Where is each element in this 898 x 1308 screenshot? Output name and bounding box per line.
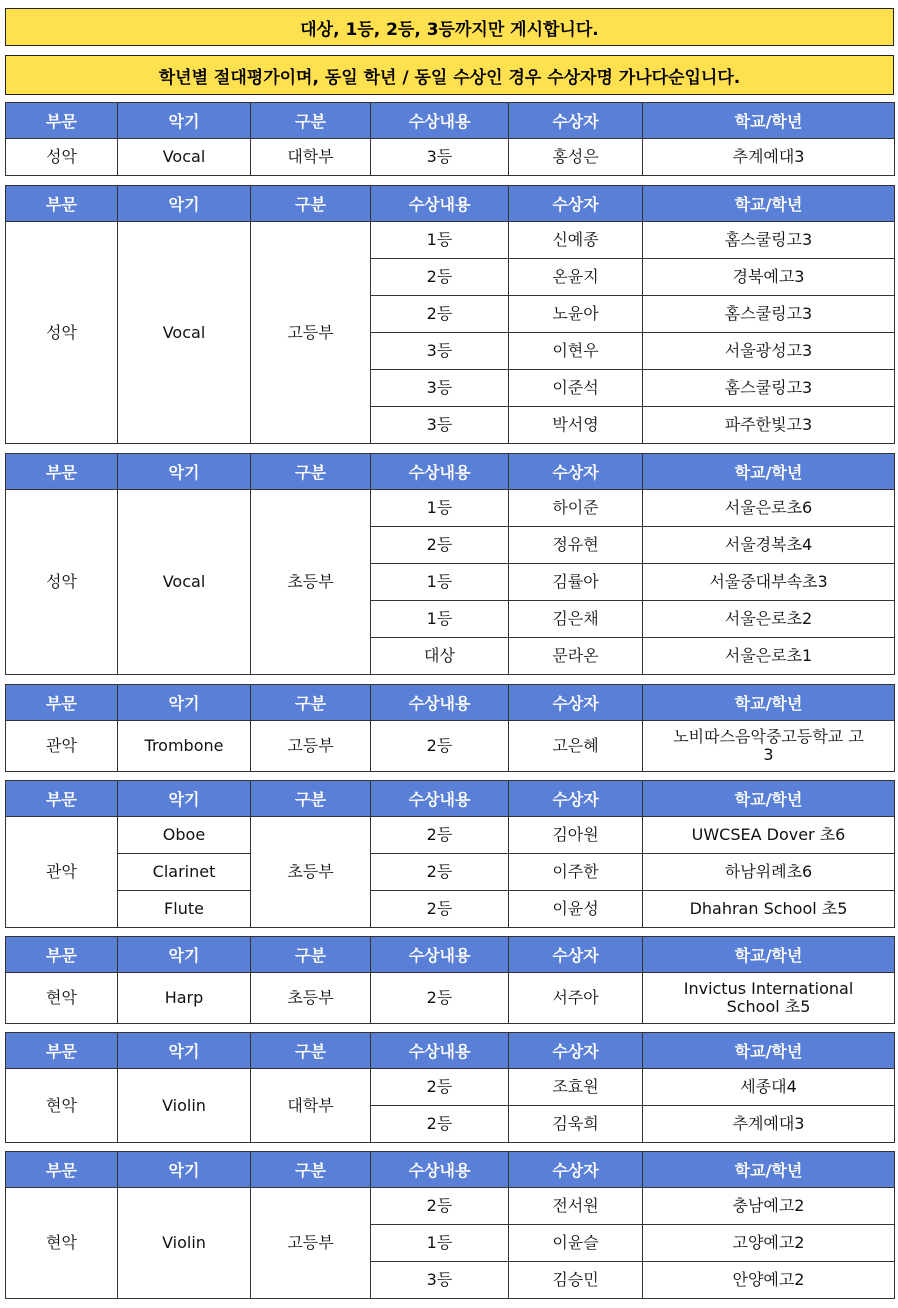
division-cell: 성악	[6, 139, 118, 176]
winner-cell: 이준석	[509, 370, 643, 407]
table-header-row	[6, 1033, 895, 1069]
table-header-row	[6, 781, 895, 817]
award-cell: 1등	[371, 490, 509, 527]
category-cell: 대학부	[251, 139, 371, 176]
award-cell: 2등	[371, 1188, 509, 1225]
school-cell: 서울중대부속초3	[643, 564, 895, 601]
table-header-row	[6, 103, 895, 139]
results-table-wind-elementary	[5, 780, 894, 928]
results-table-string-high	[5, 1151, 894, 1299]
category-cell: 초등부	[251, 973, 371, 1024]
table-row	[6, 1188, 895, 1225]
award-cell: 2등	[371, 527, 509, 564]
header-division: 부문	[6, 937, 118, 973]
division-cell: 성악	[6, 490, 118, 675]
category-cell: 대학부	[251, 1069, 371, 1143]
header-winner: 수상자	[509, 103, 643, 139]
category-cell: 초등부	[251, 817, 371, 928]
award-cell: 3등	[371, 407, 509, 444]
header-division: 부문	[6, 1033, 118, 1069]
award-cell: 2등	[371, 973, 509, 1024]
award-cell: 2등	[371, 817, 509, 854]
instrument-cell: Vocal	[118, 139, 251, 176]
winner-cell: 하이준	[509, 490, 643, 527]
header-school: 학교/학년	[643, 1033, 895, 1069]
winner-cell: 박서영	[509, 407, 643, 444]
header-instrument: 악기	[118, 186, 251, 222]
winner-cell: 김은채	[509, 601, 643, 638]
award-cell: 3등	[371, 1262, 509, 1299]
winner-cell: 전서원	[509, 1188, 643, 1225]
school-cell: 경북예고3	[643, 259, 895, 296]
category-cell: 고등부	[251, 1188, 371, 1299]
division-cell: 관악	[6, 817, 118, 928]
header-instrument: 악기	[118, 454, 251, 490]
winner-cell: 문라온	[509, 638, 643, 675]
table-row	[6, 490, 895, 527]
winner-cell: 이현우	[509, 333, 643, 370]
instrument-cell: Violin	[118, 1188, 251, 1299]
header-division: 부문	[6, 685, 118, 721]
header-school: 학교/학년	[643, 454, 895, 490]
header-instrument: 악기	[118, 1152, 251, 1188]
school-cell: 홈스쿨링고3	[643, 296, 895, 333]
instrument-cell: Trombone	[118, 721, 251, 772]
division-cell: 관악	[6, 721, 118, 772]
header-school: 학교/학년	[643, 781, 895, 817]
notice-banner-1: 대상, 1등, 2등, 3등까지만 게시합니다.	[5, 8, 894, 46]
header-award: 수상내용	[371, 685, 509, 721]
results-table-vocal-college	[5, 102, 894, 176]
school-cell: 서울은로초6	[643, 490, 895, 527]
header-division: 부문	[6, 454, 118, 490]
header-division: 부문	[6, 186, 118, 222]
award-cell: 3등	[371, 333, 509, 370]
table-row	[6, 973, 895, 1024]
table-row	[6, 139, 895, 176]
header-category: 구분	[251, 937, 371, 973]
winner-cell: 정유현	[509, 527, 643, 564]
division-cell: 성악	[6, 222, 118, 444]
header-winner: 수상자	[509, 1033, 643, 1069]
header-award: 수상내용	[371, 454, 509, 490]
header-category: 구분	[251, 685, 371, 721]
school-cell: Invictus International School 초5	[643, 973, 895, 1024]
results-table-string-college	[5, 1032, 894, 1143]
school-cell: 안양예고2	[643, 1262, 895, 1299]
award-cell: 2등	[371, 259, 509, 296]
header-instrument: 악기	[118, 781, 251, 817]
header-school: 학교/학년	[643, 1152, 895, 1188]
instrument-cell: Vocal	[118, 490, 251, 675]
school-cell: 파주한빛고3	[643, 407, 895, 444]
header-instrument: 악기	[118, 103, 251, 139]
school-cell: 고양예고2	[643, 1225, 895, 1262]
header-award: 수상내용	[371, 937, 509, 973]
table-row	[6, 1069, 895, 1106]
award-cell: 1등	[371, 564, 509, 601]
table-row	[6, 222, 895, 259]
table-header-row	[6, 1152, 895, 1188]
header-school: 학교/학년	[643, 685, 895, 721]
school-cell: 추계예대3	[643, 1106, 895, 1143]
table-header-row	[6, 937, 895, 973]
school-cell: 하남위례초6	[643, 854, 895, 891]
header-winner: 수상자	[509, 186, 643, 222]
award-cell: 2등	[371, 1106, 509, 1143]
winner-cell: 홍성은	[509, 139, 643, 176]
winner-cell: 조효원	[509, 1069, 643, 1106]
results-table-vocal-elementary	[5, 453, 894, 675]
winner-cell: 김아원	[509, 817, 643, 854]
school-cell: 노비따스음악중고등학교 고3	[643, 721, 895, 772]
header-school: 학교/학년	[643, 186, 895, 222]
winner-cell: 이윤슬	[509, 1225, 643, 1262]
header-winner: 수상자	[509, 781, 643, 817]
header-award: 수상내용	[371, 103, 509, 139]
division-cell: 현악	[6, 1069, 118, 1143]
results-table-vocal-high	[5, 185, 894, 444]
header-division: 부문	[6, 1152, 118, 1188]
category-cell: 초등부	[251, 490, 371, 675]
table-header-row	[6, 685, 895, 721]
header-category: 구분	[251, 781, 371, 817]
winner-cell: 김승민	[509, 1262, 643, 1299]
header-category: 구분	[251, 103, 371, 139]
results-table-wind-high	[5, 684, 894, 772]
winner-cell: 고은혜	[509, 721, 643, 772]
winner-cell: 노윤아	[509, 296, 643, 333]
header-winner: 수상자	[509, 937, 643, 973]
category-cell: 고등부	[251, 721, 371, 772]
school-cell: Dhahran School 초5	[643, 891, 895, 928]
division-cell: 현악	[6, 1188, 118, 1299]
instrument-cell: Oboe	[118, 817, 251, 854]
header-instrument: 악기	[118, 1033, 251, 1069]
header-school: 학교/학년	[643, 103, 895, 139]
notice-banner-2: 학년별 절대평가이며, 동일 학년 / 동일 수상인 경우 수상자명 가나다순입니다.	[5, 55, 894, 95]
header-winner: 수상자	[509, 1152, 643, 1188]
instrument-cell: Vocal	[118, 222, 251, 444]
header-division: 부문	[6, 103, 118, 139]
school-cell: 서울광성고3	[643, 333, 895, 370]
header-award: 수상내용	[371, 781, 509, 817]
header-instrument: 악기	[118, 937, 251, 973]
header-award: 수상내용	[371, 1152, 509, 1188]
winner-cell: 신예종	[509, 222, 643, 259]
award-cell: 2등	[371, 1069, 509, 1106]
header-school: 학교/학년	[643, 937, 895, 973]
school-cell: 홈스쿨링고3	[643, 222, 895, 259]
school-cell: 충남예고2	[643, 1188, 895, 1225]
award-cell: 2등	[371, 296, 509, 333]
school-cell: 서울경복초4	[643, 527, 895, 564]
award-cell: 1등	[371, 601, 509, 638]
header-category: 구분	[251, 1033, 371, 1069]
school-cell: 서울은로초1	[643, 638, 895, 675]
school-cell: 홈스쿨링고3	[643, 370, 895, 407]
header-division: 부문	[6, 781, 118, 817]
table-row	[6, 854, 895, 891]
award-cell: 대상	[371, 638, 509, 675]
instrument-cell: Violin	[118, 1069, 251, 1143]
instrument-cell: Harp	[118, 973, 251, 1024]
award-cell: 2등	[371, 854, 509, 891]
header-category: 구분	[251, 1152, 371, 1188]
award-cell: 1등	[371, 222, 509, 259]
instrument-cell: Flute	[118, 891, 251, 928]
table-header-row	[6, 186, 895, 222]
winner-cell: 이주한	[509, 854, 643, 891]
table-row	[6, 817, 895, 854]
division-cell: 현악	[6, 973, 118, 1024]
school-cell: 세종대4	[643, 1069, 895, 1106]
table-row	[6, 721, 895, 772]
school-cell: 서울은로초2	[643, 601, 895, 638]
header-category: 구분	[251, 454, 371, 490]
award-cell: 3등	[371, 139, 509, 176]
header-instrument: 악기	[118, 685, 251, 721]
instrument-cell: Clarinet	[118, 854, 251, 891]
school-cell: 추계예대3	[643, 139, 895, 176]
header-winner: 수상자	[509, 685, 643, 721]
school-cell: UWCSEA Dover 초6	[643, 817, 895, 854]
award-cell: 2등	[371, 891, 509, 928]
header-award: 수상내용	[371, 186, 509, 222]
header-category: 구분	[251, 186, 371, 222]
award-cell: 3등	[371, 370, 509, 407]
table-row	[6, 891, 895, 928]
winner-cell: 이윤성	[509, 891, 643, 928]
header-winner: 수상자	[509, 454, 643, 490]
award-cell: 1등	[371, 1225, 509, 1262]
winner-cell: 김욱희	[509, 1106, 643, 1143]
header-award: 수상내용	[371, 1033, 509, 1069]
award-cell: 2등	[371, 721, 509, 772]
category-cell: 고등부	[251, 222, 371, 444]
results-table-string-elementary	[5, 936, 894, 1024]
table-header-row	[6, 454, 895, 490]
winner-cell: 온윤지	[509, 259, 643, 296]
winner-cell: 김률아	[509, 564, 643, 601]
winner-cell: 서주아	[509, 973, 643, 1024]
